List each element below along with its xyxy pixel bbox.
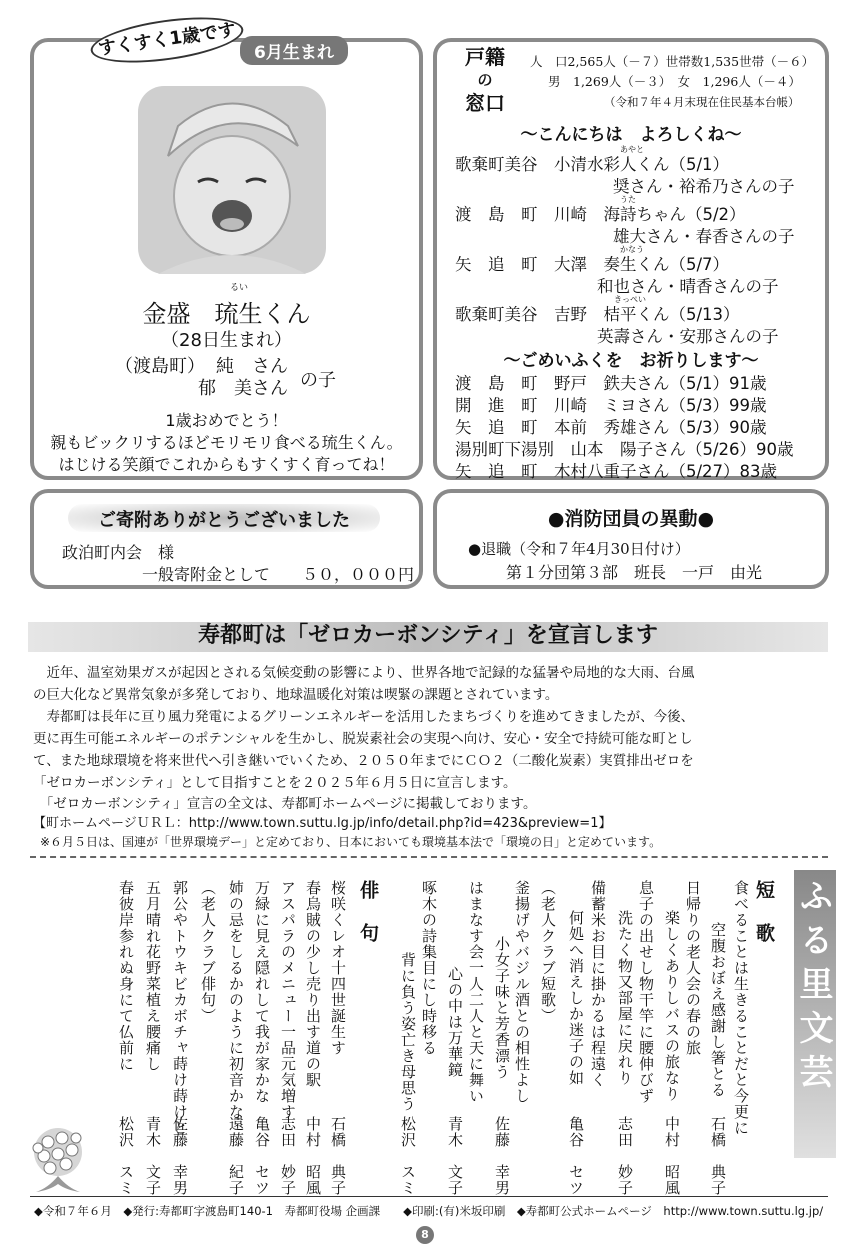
birthday-msg-3: はじける笑顔でこれからもすくすく育ってね！ — [58, 455, 395, 474]
haiku-2: 春烏賊の少し売り出す道の駅 — [304, 880, 322, 1088]
koseki-logo-1: 戸籍 — [465, 45, 505, 69]
birth-parents-1: 奨さん・裕希乃さんの子 — [613, 177, 795, 196]
fire-brigade-retire: ●退職（令和７年4月30日付け） — [468, 540, 690, 558]
fire-brigade-title: ●消防団員の異動● — [547, 508, 715, 530]
haiku-club-label: （老人クラブ俳句） — [199, 880, 217, 1024]
tanka-7-line2: 背に負う姿亡き母思う — [399, 952, 417, 1112]
tanka-1-author: 石橋 典子 — [709, 1116, 727, 1196]
koseki-logo-2: の — [477, 71, 493, 89]
birth-ruby-4: きっぺい — [614, 295, 646, 304]
birth-line-2: 渡 島 町 川崎 海詩ちゃん（5/2） — [455, 205, 746, 224]
tanka-4-line2: 何処へ消えしか迷子の如 — [567, 910, 585, 1086]
condolence-heading: ～ごめいふくを お祈りします～ — [503, 351, 759, 371]
hydrangea-illustration — [18, 1118, 98, 1198]
tanka-3-line2: 洗たく物又部屋に戻れり — [616, 910, 634, 1086]
haiku-4: 万緑に見え隠れして我が家かな — [253, 880, 271, 1104]
koseki-logo — [452, 46, 518, 115]
zero-carbon-p4: 更に再生可能エネルギーのポテンシャルを生かし、脱炭素社会の実現へ向け、安心・安全で持続可能な町とし — [33, 731, 693, 747]
birth-ruby-1: あやと — [620, 145, 644, 154]
tanka-5-line1: 釜揚げやバジル酒との相性よし — [513, 880, 531, 1104]
section-divider — [30, 856, 828, 858]
no-ko: の子 — [300, 370, 336, 391]
parent-town: （渡島町） — [115, 356, 205, 377]
population-note: （令和７年４月末現在住民基本台帳） — [604, 95, 800, 109]
death-line-1: 渡 島 町 野戸 鉄夫さん（5/1）91歳 — [455, 374, 767, 393]
mother-name: 郁 美さん — [198, 378, 288, 399]
population-line-2: 男 1,269人（－３） 女 1,296人（－４） — [548, 74, 801, 89]
tanka-5-line2: 小女子味と芳香漂う — [493, 936, 511, 1080]
haiku-7-author: 青木 文子 — [144, 1116, 162, 1196]
zero-carbon-p3: 寿都町は長年に亘り風力発電によるグリーンエネルギーを活用したまちづくりを進めてきましたが、今後、 — [33, 709, 695, 725]
sukusuku-badge: すくすく1歳です — [88, 9, 246, 70]
zero-carbon-title: 寿都町は「ゼロカーボンシティ」を宣言します — [198, 623, 658, 648]
tanka-4-line1: 備蓄米お目に掛かるは程遠く — [589, 880, 607, 1088]
footer-text: ◆令和７年６月 ◆発行:寿都町字渡島町140-1 寿都町役場 企画課 ◆印刷:(有)米坂印刷 ◆寿都町公式ホームページ http://www.town.suttu.lg.jp/ — [34, 1204, 824, 1218]
birth-date: （28日生まれ） — [161, 330, 292, 351]
birth-line-3: 矢 追 町 大澤 奏生くん（5/7） — [455, 255, 730, 274]
population-line-1: 人 口2,565人（－７）世帯数1,535世帯（－６） — [530, 54, 815, 69]
tanka-2-line2: 楽しくありしバスの旅なり — [663, 910, 681, 1102]
tanka-6-author: 青木 文子 — [446, 1116, 464, 1196]
tanka-1-line1: 食べることは生きることだと今更に — [732, 880, 750, 1136]
tanka-1-line2: 空腹おぼえ感謝し箸とる — [709, 922, 727, 1098]
tanka-7-line1: 啄木の詩集目にし時移る — [420, 880, 438, 1056]
haiku-3: アスパラのメニュー一品元気増す — [279, 880, 297, 1120]
zero-carbon-p2: の巨大化など異常気象が多発しており、地球温暖化対策は喫緊の課題とされています。 — [33, 687, 559, 703]
haiku-8: 春彼岸参れぬ身にて仏前に — [117, 880, 135, 1072]
tanka-2-author: 中村 昭風 — [663, 1116, 681, 1196]
haiku-8-author: 松沢 スミ — [117, 1116, 135, 1196]
donation-amount: 一般寄附金として ５０，０００円 — [142, 565, 415, 584]
tanka-3-author: 志田 妙子 — [616, 1116, 634, 1196]
tanka-5-author: 佐藤 幸男 — [493, 1116, 511, 1196]
tanka-label: 短歌 — [753, 880, 775, 966]
haiku-label: 俳句 — [357, 880, 379, 966]
ruby-rui: るい — [230, 283, 249, 293]
death-line-3: 矢 追 町 本前 秀雄さん（5/3）90歳 — [455, 418, 767, 437]
koseki-logo-3: 窓口 — [465, 91, 505, 115]
environment-day-note: ※６月５日は、国連が「世界環境デー」と定めており、日本においても環境基本法で「環境の日」と定めています。 — [40, 835, 662, 849]
donation-donor: 政泊町内会 様 — [62, 543, 175, 562]
june-birth-tab: 6月生まれ — [240, 36, 348, 65]
haiku-2-author: 中村 昭風 — [304, 1116, 322, 1196]
tanka-6-line1: はまなす会一人二人と天に舞い — [467, 880, 485, 1104]
zero-carbon-p6: 「ゼロカーボンシティ」として目指すことを２０２５年６月５日に宣言します。 — [33, 775, 517, 791]
haiku-5: 姉の忌をしるかのように初音かな — [227, 880, 245, 1120]
death-line-5: 矢 追 町 木村八重子さん（5/27）83歳 — [455, 462, 778, 481]
baby-name: 金盛 琉生くん — [142, 300, 311, 328]
birthday-msg-2: 親もビックリするほどモリモリ食べる琉生くん。 — [50, 433, 403, 452]
haiku-6: 郭公やトウキビカボチャ蒔け蒔けと — [171, 880, 189, 1136]
fire-brigade-member: 第１分団第３部 班長 一戸 由光 — [506, 563, 763, 582]
birthday-msg-1: 1歳おめでとう！ — [165, 411, 288, 430]
birth-parents-3: 和也さん・晴香さんの子 — [597, 277, 779, 296]
zero-carbon-p5: て、また地球環境を将来世代へ引き継いでいくため、２０５０年までにＣＯ２（二酸化炭素）実質排出ゼロを — [33, 753, 694, 769]
haiku-5-author: 遠藤 紀子 — [227, 1116, 245, 1196]
birth-parents-2: 雄大さん・春香さんの子 — [613, 227, 795, 246]
birth-ruby-2: うた — [620, 195, 636, 204]
haiku-4-author: 亀谷 セツ — [253, 1116, 271, 1196]
haiku-1-author: 石橋 典子 — [329, 1116, 347, 1196]
death-line-2: 開 進 町 川崎 ミヨさん（5/3）99歳 — [455, 396, 767, 415]
haiku-3-author: 志田 妙子 — [279, 1116, 297, 1196]
haiku-1: 桜咲くレオ十四世誕生す — [329, 880, 347, 1056]
birth-line-1: 歌棄町美谷 小清水彩人くん（5/1） — [455, 155, 730, 174]
tanka-2-line1: 日帰りの老人会の春の旅 — [684, 880, 702, 1056]
birth-parents-4: 英壽さん・安那さんの子 — [597, 327, 779, 346]
haiku-7: 五月晴れ花野菜植え腰痛し — [144, 880, 162, 1072]
death-line-4: 湯別町下湯別 山本 陽子さん（5/26）90歳 — [455, 440, 794, 459]
donation-title: ご寄附ありがとうございました — [98, 510, 350, 531]
zero-carbon-p1: 近年、温室効果ガスが起因とされる気候変動の影響により、世界各地で記録的な猛暑や局地的な大雨、台風 — [33, 665, 695, 681]
tanka-club-label: （老人クラブ短歌） — [539, 880, 557, 1024]
bungei-title: ふる里文芸 — [793, 878, 833, 1098]
footer-line — [30, 1196, 828, 1197]
hello-heading: ～こんにちは よろしくね～ — [520, 125, 742, 145]
father-name: 純 さん — [216, 356, 288, 377]
tanka-6-line2: 心の中は万華鏡 — [446, 966, 464, 1078]
birth-line-4: 歌棄町美谷 吉野 桔平くん（5/13） — [455, 305, 740, 324]
tanka-4-author: 亀谷 セツ — [567, 1116, 585, 1196]
haiku-6-author: 佐藤 幸男 — [171, 1116, 189, 1196]
town-homepage-url[interactable]: 【町ホームページＵＲＬ：http://www.town.suttu.lg.jp/info/detail.php?id=423&preview=1】 — [33, 816, 612, 831]
zero-carbon-p7: 「ゼロカーボンシティ」宣言の全文は、寿都町ホームページに掲載しております。 — [33, 796, 537, 812]
baby-photo — [138, 86, 326, 274]
birth-ruby-3: かなう — [620, 245, 644, 254]
tanka-3-line1: 息子の出せし物干竿に腰伸びず — [637, 880, 655, 1104]
page-number: 8 — [416, 1226, 434, 1244]
tanka-7-author: 松沢 スミ — [399, 1116, 417, 1196]
